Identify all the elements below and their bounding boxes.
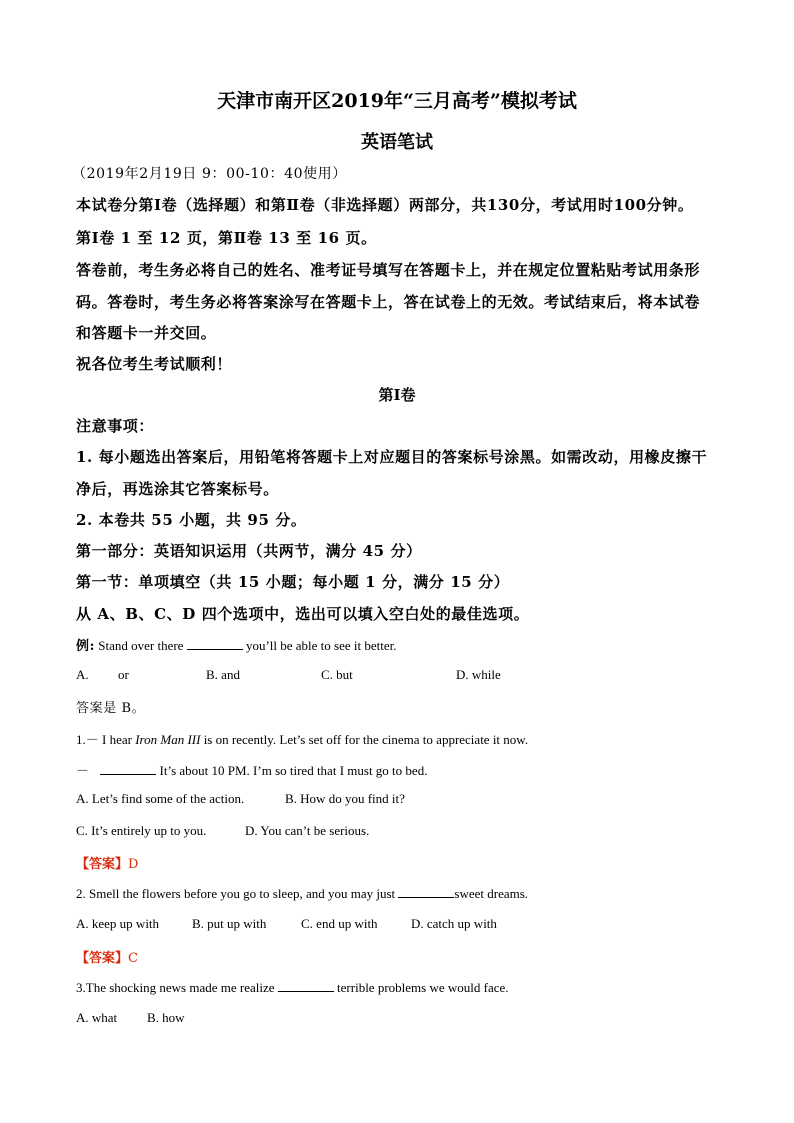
example-option-d: D. while bbox=[456, 667, 501, 682]
question-2-option-d: D. catch up with bbox=[411, 916, 497, 931]
example-stem-after: you’ll be able to see it better. bbox=[245, 638, 397, 653]
notes-item-2: 2. 本卷共 55 小题，共 95 分。 bbox=[76, 511, 307, 529]
example-option-a-text: or bbox=[118, 667, 129, 682]
intro-line-2: 第Ⅰ卷 1 至 12 页，第Ⅱ卷 13 至 16 页。 bbox=[76, 229, 377, 247]
question-1-prefix: 1.－ I hear bbox=[76, 732, 136, 747]
notes-heading: 注意事项： bbox=[76, 417, 155, 435]
section1-instruction: 从 A、B、C、D 四个选项中，选出可以填入空白处的最佳选项。 bbox=[76, 605, 530, 623]
question-1-option-b: B. How do you find it? bbox=[285, 791, 405, 806]
example-stem bbox=[76, 635, 397, 654]
part1-heading: 第一部分：英语知识运用（共两节，满分 45 分） bbox=[76, 542, 422, 560]
exam-subtitle: 英语笔试 bbox=[361, 132, 433, 153]
answer-blank bbox=[398, 885, 454, 898]
question-3-option-b: B. how bbox=[147, 1010, 185, 1025]
question-1-option-a: A. Let’s find some of the action. bbox=[76, 791, 245, 806]
answer-value: D bbox=[128, 857, 139, 872]
answer-blank bbox=[100, 762, 156, 775]
question-1-reply-dash: － bbox=[76, 763, 90, 778]
question-2-answer bbox=[76, 947, 138, 966]
example-option-b: B. and bbox=[206, 667, 240, 682]
answer-blank bbox=[278, 979, 334, 992]
answer-tag: 【答案】 bbox=[76, 951, 129, 966]
question-2-stem bbox=[76, 885, 528, 902]
question-3-option-a: A. what bbox=[76, 1010, 118, 1025]
question-1-reply-text: It’s about 10 PM. I’m so tired that I must go to bed. bbox=[159, 763, 428, 778]
question-1-answer bbox=[76, 853, 138, 872]
example-answer: 答案是 B。 bbox=[76, 701, 146, 716]
section1-heading: 第一节：单项填空（共 15 小题；每小题 1 分，满分 15 分） bbox=[76, 573, 510, 591]
question-2-option-b: B. put up with bbox=[192, 916, 267, 931]
question-1-suffix: is on recently. Let’s set off for the cinema to appreciate it now. bbox=[200, 732, 529, 747]
question-2-option-c: C. end up with bbox=[301, 916, 378, 931]
example-stem-before: Stand over there bbox=[98, 638, 184, 653]
intro-line-1: 本试卷分第Ⅰ卷（选择题）和第Ⅱ卷（非选择题）两部分，共130分，考试用时100分钟。 bbox=[76, 196, 694, 214]
question-2-stem-after: sweet dreams. bbox=[454, 886, 529, 901]
question-2-option-a: A. keep up with bbox=[76, 916, 160, 931]
question-3-stem-before: 3.The shocking news made me realize bbox=[76, 980, 275, 995]
intro-line-4: 码。答卷时，考生务必将答案涂写在答题卡上，答在试卷上的无效。考试结束后，将本试卷 bbox=[76, 293, 701, 311]
notes-item-1b: 净后，再选涂其它答案标号。 bbox=[76, 480, 279, 498]
intro-line-5: 和答题卡一并交回。 bbox=[76, 324, 217, 342]
notes-item-1a: 1. 每小题选出答案后，用铅笔将答题卡上对应题目的答案标号涂黑。如需改动，用橡皮擦干 bbox=[76, 448, 708, 466]
question-3-stem bbox=[76, 979, 509, 996]
intro-line-3: 答卷前，考生务必将自己的姓名、准考证号填写在答题卡上，并在规定位置粘贴考试用条形 bbox=[76, 261, 701, 279]
intro-line-6: 祝各位考生考试顺利！ bbox=[76, 355, 233, 373]
answer-tag: 【答案】 bbox=[76, 857, 129, 872]
question-2-stem-before: 2. Smell the flowers before you go to sleep, and you may just bbox=[76, 886, 396, 901]
example-option-c: C. but bbox=[321, 667, 353, 682]
exam-title: 天津市南开区2019年“三月高考”模拟考试 bbox=[217, 90, 577, 112]
exam-date: （2019年2月19日 9：00-10：40使用） bbox=[72, 166, 347, 182]
question-1-stem bbox=[76, 729, 528, 748]
question-3-stem-after: terrible problems we would face. bbox=[337, 980, 509, 995]
question-1-reply bbox=[76, 760, 427, 779]
example-label: 例: bbox=[76, 639, 95, 654]
question-1-option-d: D. You can’t be serious. bbox=[245, 823, 370, 838]
volume-heading: 第Ⅰ卷 bbox=[378, 386, 416, 404]
question-1-option-c: C. It’s entirely up to you. bbox=[76, 823, 207, 838]
answer-value: C bbox=[128, 951, 138, 966]
answer-blank bbox=[187, 637, 243, 650]
example-option-a-letter: A. bbox=[76, 667, 89, 682]
question-1-movie-title: Iron Man III bbox=[135, 732, 201, 747]
